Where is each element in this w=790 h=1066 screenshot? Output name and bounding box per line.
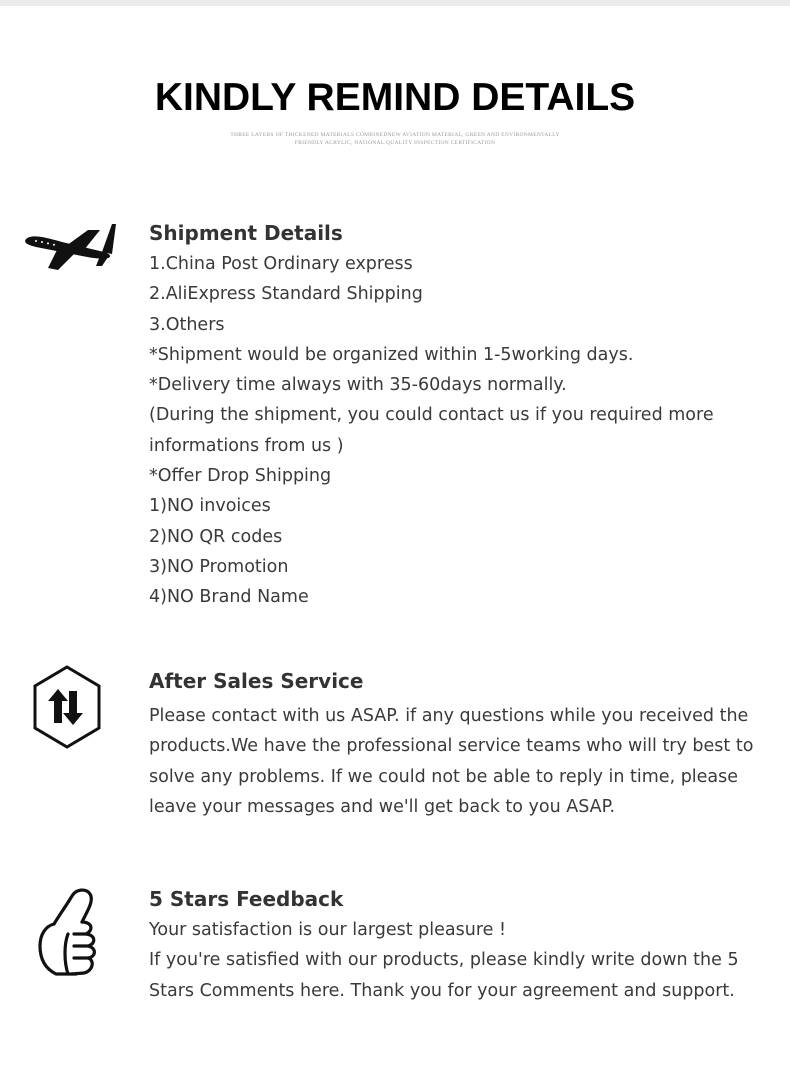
- after-sales-line: Please contact with us ASAP. if any questions while you received the: [149, 706, 749, 726]
- thumbs-up-icon: [34, 884, 102, 982]
- shipment-line: 2)NO QR codes: [149, 526, 283, 547]
- feedback-heading: 5 Stars Feedback: [149, 887, 344, 911]
- top-divider: [0, 0, 790, 6]
- shipment-line: 4)NO Brand Name: [149, 587, 309, 608]
- after-sales-heading: After Sales Service: [149, 669, 364, 693]
- shipment-line: 2.AliExpress Standard Shipping: [149, 284, 423, 305]
- exchange-arrows-icon: [32, 665, 102, 749]
- page-subtitle: [195, 131, 595, 147]
- shipment-line: 1)NO invoices: [149, 496, 271, 517]
- shipment-line: 3.Others: [149, 314, 225, 335]
- feedback-section: [149, 885, 769, 1006]
- feedback-line: Stars Comments here. Thank you for your agreement and support.: [149, 980, 735, 1001]
- feedback-line: Your satisfaction is our largest pleasure !: [149, 920, 507, 940]
- after-sales-section: [149, 667, 769, 822]
- shipment-line: (During the shipment, you could contact us if you required more: [149, 405, 714, 426]
- shipment-line: 1.China Post Ordinary express: [149, 254, 413, 274]
- after-sales-line: products.We have the professional service teams who will try best to: [149, 736, 754, 757]
- shipment-line: *Offer Drop Shipping: [149, 466, 332, 487]
- after-sales-line: solve any problems. If we could not be able to reply in time, please: [149, 766, 739, 787]
- shipment-line: 3)NO Promotion: [149, 556, 289, 577]
- shipment-section: [149, 219, 769, 613]
- shipment-line: *Delivery time always with 35-60days normally.: [149, 375, 567, 396]
- subtitle-line: THREE LAYERS OF THICKENED MATERIALS COMBINEDNEW AVIATION MATERIAL, GREEN AND ENVIRONMENTALLY: [230, 132, 560, 138]
- page-title: KINDLY REMIND DETAILS: [154, 76, 636, 119]
- shipment-heading: Shipment Details: [149, 221, 343, 245]
- feedback-line: If you're satisfied with our products, please kindly write down the 5: [149, 950, 739, 971]
- airplane-icon: [22, 222, 118, 274]
- shipment-line: informations from us ): [149, 435, 344, 456]
- shipment-line: *Shipment would be organized within 1-5working days.: [149, 344, 634, 365]
- subtitle-line: FRIENDLY ACRYLIC, NATIONAL QUALITY INSPECTION CERTIFICATION: [294, 140, 496, 146]
- after-sales-line: leave your messages and we'll get back to you ASAP.: [149, 796, 616, 817]
